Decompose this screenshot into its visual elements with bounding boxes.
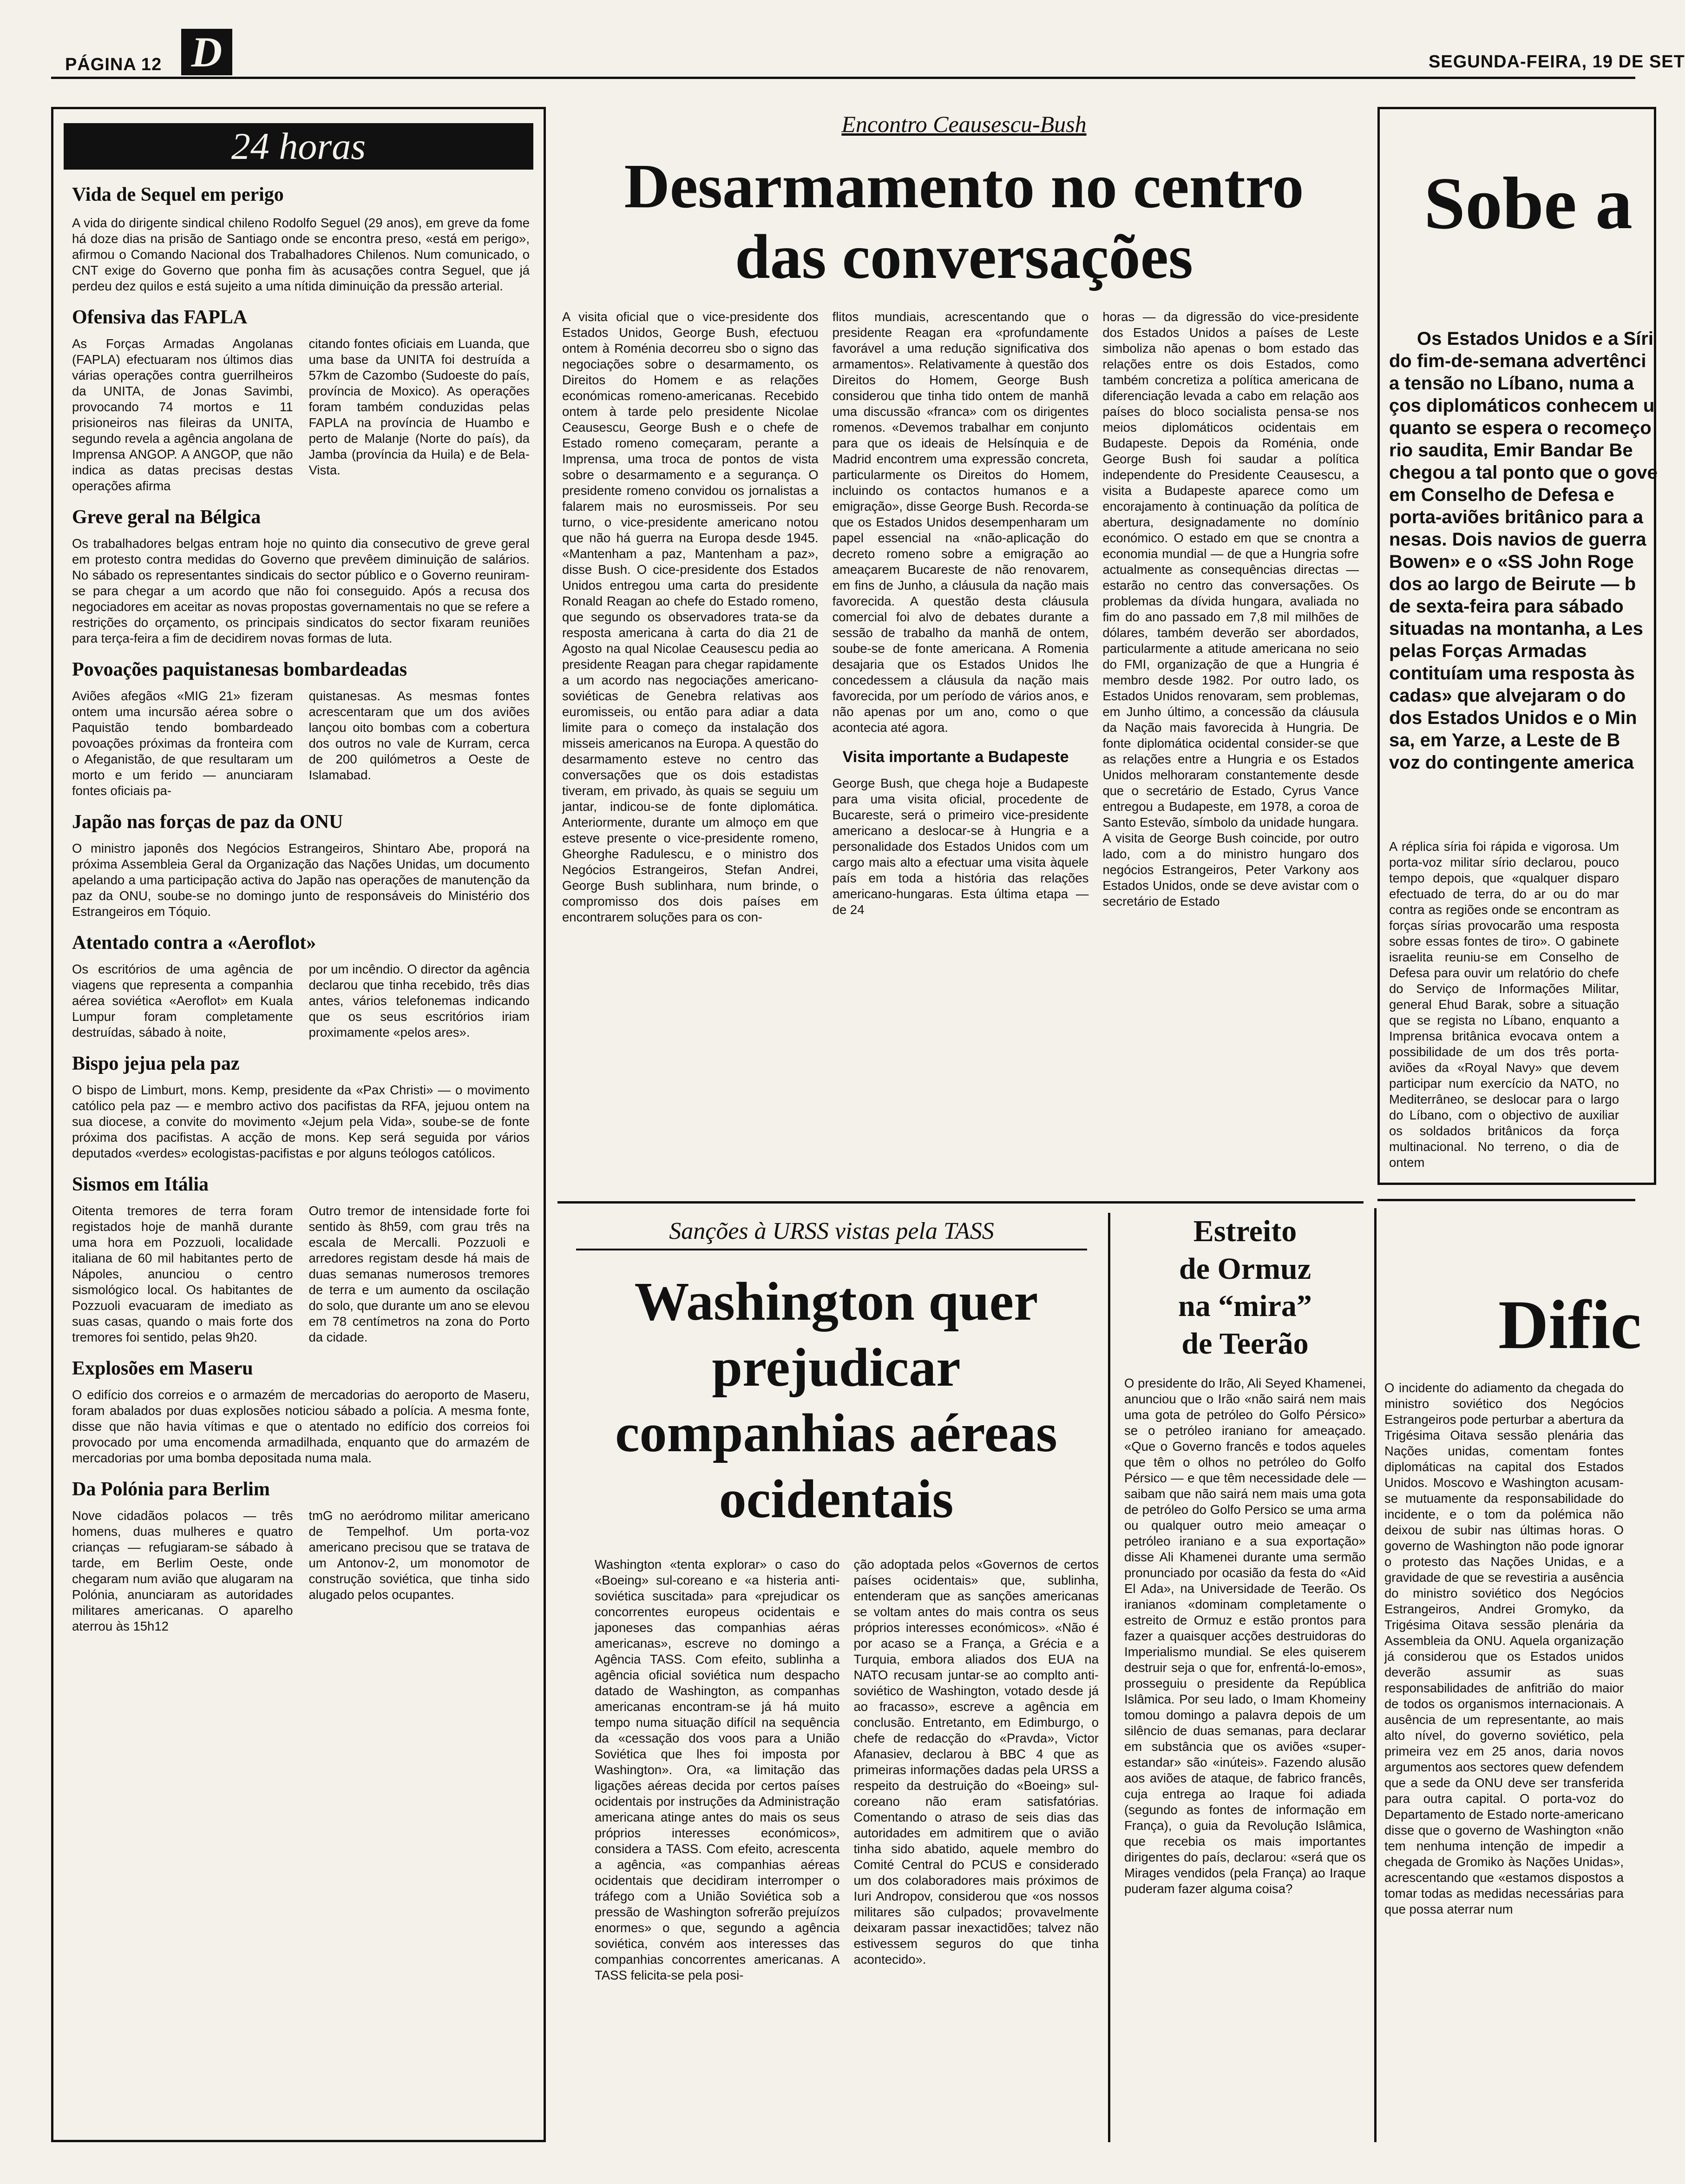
- headline-line: na “mira”: [1178, 1289, 1312, 1323]
- header-rule: [51, 77, 1635, 79]
- brief-body: tmG no aeródromo militar americano de Tempelhof. Um porta-voz americano precisou que se tratava de um Antonov-2, um monomotor de construção soviética, que tinha sido alugado pelos ocupantes.: [308, 1508, 530, 1602]
- cutoff-story-box: [1377, 107, 1656, 1185]
- headline-line: companhias aéreas: [615, 1402, 1057, 1464]
- briefs-title: 24 horas: [64, 123, 533, 170]
- story-lead: [1380, 328, 1659, 774]
- lead-line: Bowen» e o «SS John Roge: [1389, 552, 1634, 572]
- brief-body: Aviões afegãos «MIG 21» fizeram ontem uma incursão aérea sobre o Paquistão tendo bombardeado povoações próximas da fronteira com o Afeganistão, de que resultaram um morto e um ferido — anunciaram fontes oficiais pa-: [72, 689, 293, 798]
- lead-line: nesas. Dois navios de guerra: [1389, 529, 1646, 550]
- brief-body: por um incêndio. O director da agência declarou que tinha recebido, três dias antes, vários telefonemas indicando que os seus escritórios iriam proximamente «pelos ares».: [308, 962, 530, 1039]
- headline-line: das conversações: [735, 222, 1193, 292]
- lead-line: chegou a tal ponto que o gove: [1389, 462, 1658, 483]
- story-text: flitos mundiais, acrescentando que o presidente Reagan era «profundamente favorável a uma redução significativa dos armamentos». Relativamente à questão dos Direitos do Homem, George Bush considerou que tinha tido ontem de manhã uma discussão «franca» com os dirigentes romenos. «Devemos trabalhar em conjunto para que os ideais de Helsínquia e de Madrid encontrem uma expressão concreta, particularmente os Direitos do Homem, incluindo os contactos humanos e a emigração», disse George Bush. Recorda-se que os Estados Unidos desempenharam um papel essencial na «não-aplicação do decreto romeno sobre a emigração ao ameaçarem Bucareste de não renovarem, em fins de Junho, a cláusula da nação mais favorecida. A questão desta cláusula comercial foi alvo de debates durante a sessão de trabalho da manhã de ontem, soube-se de fonte americana. A Romenia desajaria que os Estados Unidos lhe concedessem a cláusula da nação mais favorecida, por um período de vários anos, e não apenas por um ano, como o que acontecia até agora.: [832, 309, 1089, 735]
- story-column: Washington «tenta explorar» o caso do «Boeing» sul-coreano e «a histeria anti-soviética suscitada» para «prejudicar os concorrentes europeus ocidentais e japoneses das companhias aéras americanas», escreve no domingo a Agência TASS. Com efeito, sublinha a agência oficial soviética num despacho datado de Washington, as companhas americanas encontram-se já há muito tempo numa situação difícil na sequência da «cessação dos voos para a União Soviética que lhes foi imposta por Washington». Ora, «a limitação das ligações aéreas decida por certos países ocidentais por instruções da Administração americana atinge antes do mais os seus próprios interesses económicos», considera a TASS. Com efeito, acrescenta a agência, «as companhias aéreas ocidentais que decidiram interromper o tráfego com a União Soviética sob a pressão de Washington sofrerão prejuízos enormes» o que, segundo a agência soviética, convém aos interesses das companhias concorrentes americanas. A TASS felicita-se pela posi-: [595, 1557, 840, 1982]
- lead-line: contituíam uma resposta às: [1389, 663, 1635, 684]
- story-headline: [581, 1269, 1092, 1532]
- brief-headline: Povoações paquistanesas bombardeadas: [72, 659, 407, 680]
- story-text: George Bush, que chega hoje a Budapeste para uma visita oficial, procedente de Bucareste, será o primeiro vice-presidente americano a deslocar-se à Hungria e a personalidade dos Estados Unidos com um cargo mais alto a efectuar uma visita àquele país em toda a história das relações americano-hungaras. Esta última etapa — de 24: [832, 776, 1089, 917]
- brief-body-columns: [72, 961, 530, 1040]
- story-kicker: Sanções à URSS vistas pela TASS: [576, 1217, 1087, 1250]
- headline-line: Desarmamento no centro: [624, 151, 1304, 221]
- brief-body: As Forças Armadas Angolanas (FAPLA) efectuaram nos últimos dias várias operações contra guerrilheiros da UNITA, de Jonas Savimbi, provocando 74 mortos e 11 prisioneiros nas fileiras da UNITA, segundo revela a agência angolana de Imprensa ANGOP. A ANGOP, que não indica as datas precisas destas operações afirma: [72, 336, 293, 493]
- story-body: [1124, 1375, 1366, 2142]
- brief-body-columns: [72, 1203, 530, 1345]
- brief-headline: Vida de Sequel em perigo: [72, 184, 284, 205]
- lead-line: dos ao largo de Beirute — b: [1389, 574, 1636, 594]
- date-line: SEGUNDA-FEIRA, 19 DE SET: [1429, 52, 1685, 72]
- brief-headline: Greve geral na Bélgica: [72, 507, 261, 528]
- headline-line: de Ormuz: [1179, 1251, 1311, 1286]
- brief-body: O bispo de Limburt, mons. Kemp, presidente da «Pax Christi» — o movimento católico pela paz — e membro activo dos pacifistas da RFA, jejuou ontem na sua diocese, a convite do movimento «Jejum pela Vida», soube-se de fonte próxima dos pacifistas. A acção de mons. Kep será seguida por vários deputados «verdes» ecologistas-pacifistas e por alguns teólogos católicos.: [72, 1083, 530, 1160]
- story-text: A réplica síria foi rápida e vigorosa. Um porta-voz militar sírio declarou, pouco tempo depois, que «qualquer disparo efectuado de terra, do ar ou do mar contra as regiões onde se encontram as forças sírias provocarão uma resposta sobre essas fontes de tiro». O gabinete israelita reuniu-se em Conselho de Defesa para ouvir um relatório do chefe do Serviço de Informações Militar, general Ehud Barak, sobre a situação que se regista no Líbano, enquanto a Imprensa britânica evocava ontem a possibilidade de um dos três porta-aviões da «Royal Navy» que devem participar num exercício da NATO, no Mediterrâneo, se deslocar para o largo do Líbano, com o objectivo de auxiliar os soldados britânicos da força multinacional. No terreno, o dia de ontem: [1389, 839, 1619, 1170]
- story-headline: [1120, 1213, 1370, 1362]
- section-rule: [1377, 1199, 1635, 1201]
- story-kicker: Encontro Ceausescu-Bush: [841, 111, 1087, 137]
- story-body: [562, 309, 1359, 1192]
- lead-line: situadas na montanha, a Les: [1389, 618, 1643, 639]
- lead-line: Os Estados Unidos e a Síri: [1417, 329, 1654, 349]
- brief-headline: Atentado contra a «Aeroflot»: [72, 932, 316, 954]
- briefs-column: [51, 107, 546, 2142]
- lead-line: a tensão no Líbano, numa a: [1389, 373, 1634, 394]
- headline-line: de Teerão: [1181, 1326, 1309, 1361]
- brief-headline: Explosões em Maseru: [72, 1358, 253, 1379]
- brief-body: quistanesas. As mesmas fontes acrescentaram que um dos aviões lançou oito bombas com a cobertura dos outros no vale de Kurram, cerca de 200 quilómetros a Oeste de Islamabad.: [308, 689, 530, 782]
- brief-body: Outro tremor de intensidade forte foi sentido às 8h59, com grau três na escala de Mercalli. Pozzuoli e arredores registam desde há mais de duas semanas numerosos tremores de terra e um aumento da oscilação do solo, que durante um ano se elevou em 78 centímetros na zona do Porto da cidade.: [308, 1204, 530, 1344]
- lead-line: ços diplomáticos conhecem u: [1389, 395, 1655, 416]
- headline-line: Washington quer: [634, 1271, 1038, 1332]
- brief-headline: Da Polónia para Berlim: [72, 1479, 270, 1500]
- lead-line: voz do contingente america: [1389, 752, 1634, 773]
- brief-body: citando fontes oficiais em Luanda, que uma base da UNITA foi destruída a 57km de Cazombo (Sudoeste do país, província de Moxico). As operações foram também conduzidas pelas FAPLA na província de Huambo e perto de Malanje (Norte do país), da Jamba (província da Huila) e de Bela-Vista.: [308, 336, 530, 477]
- brief-body: O edifício dos correios e o armazém de mercadorias do aeroporto de Maseru, foram abalados por duas explosões noticiou sábado a polícia. A mesma fonte, disse que não havia vítimas e que o atentado no edifício dos correios foi provocado por uma encomenda armadilhada, enquanto que do armazém de mercadorias por uma bomba depositada numa mala.: [72, 1388, 530, 1465]
- lead-line: porta-aviões britânico para a: [1389, 507, 1643, 527]
- brief-body: Os trabalhadores belgas entram hoje no quinto dia consecutivo de greve geral em protesto contra medidas do Governo que prevêem diminuição de salários. No sábado os representantes sindicais do sector público e o Governo reuniram-se para chegar a um acordo que não foi conseguido. Após a recusa dos negociadores em aceitar as novas propostas governamentais no que se refere a restrições do orçamento, os principais sindicatos do sector fixaram reuniões para terça-feira a fim de decidirem novas formas de luta.: [72, 536, 530, 645]
- lead-line: dos Estados Unidos e o Min: [1389, 708, 1637, 728]
- brief-body: Oitenta tremores de terra foram registados hoje de manhã durante uma hora em Pozzuoli, localidade italiana de 60 mil habitantes perto de Nápoles, anunciou o centro sismológico local. Os habitantes de Pozzuoli evacuaram de imediato as suas casas, quando o mais forte dos tremores foi sentido, pelas 9h20.: [72, 1204, 293, 1344]
- headline-line: ocidentais: [719, 1468, 954, 1529]
- newspaper-logo: D: [181, 29, 232, 75]
- lead-line: de sexta-feira para sábado: [1389, 596, 1624, 617]
- lead-line: do fim-de-semana advertênci: [1389, 351, 1646, 371]
- headline-line: Estreito: [1193, 1214, 1297, 1248]
- section-rule: [557, 1201, 1364, 1204]
- story-column: ção adoptada pelos «Governos de certos países ocidentais» que, sublinha, entenderam que as sanções americanas se voltam antes do mais contra os seus próprios interesses económicos». «Não é por acaso se a França, a Grécia e a Turquia, embora aliados dos EUA na NATO recusam juntar-se ao complto anti-soviético de Washington, votado desde já ao fracasso», escreve a agência em conclusão. Entretanto, em Edimburgo, o chefe de redacção do «Pravda», Victor Afanasiev, declarou à BBC 4 que as primeiras informações dadas pela URSS a respeito da destruição do «Boeing» sul-coreano não eram satisfatórias. Comentando o atraso de seis dias das autoridades em admitirem que o avião tinha sido abatido, aquele membro do Comité Central do PCUS e considerado um dos colaboradores mais próximos de Iuri Andropov, considerou que «os nossos militares são culpados; provavelmente deixaram passar inexactidões; talvez não estivessem seguros do que tinha acontecido».: [853, 1557, 1099, 1967]
- brief-body-columns: [72, 688, 530, 799]
- story-headline: Dific: [1498, 1286, 1642, 1363]
- story-column: horas — da digressão do vice-presidente dos Estados Unidos a países de Leste simboliza não apenas o bom estado das relações entre os dois Estados, como também concretiza a política americana de diferenciação levada a cabo em relação aos países do bloco socialista pensa-se nos meios diplomáticos ocidentais em Budapeste. Depois da Roménia, onde George Bush foi saudar a política independente do Presidente Ceausescu, a visita a Budapeste aparece como um encorajamento à continuação da política de abertura, designadamente no domínio económico. O estado em que se cnontra a economia mundial — de que a Hungria sofre actualmente as consequências directas — estarão no centro das conversações. Os problemas da dívida hungara, avaliada no fim do ano passado em 7,8 mil milhões de dólares, também deverão ser abordados, particularmente a atitude americana no seio do FMI, organização de que a Hungria é membro desde 1982. Por outro lado, os Estados Unidos renovaram, sem problemas, em Junho último, a concessão da cláusula da Nação mais favorecida à Hungria. De fonte diplomática ocidental consider-se que as relações entre a Hungria e os Estados Unidos melhoraram constantemente desde que o secretário de Estado, Cyrus Vance entregou a Budapeste, em 1978, a coroa de Santo Estevão, símbolo da unidade hungara. A visita de George Bush coincide, por outro lado, com a do ministro hungaro dos negócios Estrangeiros, Peter Varkony aos Estados Unidos, onde se deve avistar com o secretário de Estado: [1102, 309, 1359, 908]
- story-headline: [557, 151, 1370, 293]
- page-number: PÁGINA 12: [65, 55, 162, 74]
- story-column: [833, 309, 1089, 1192]
- brief-body: A vida do dirigente sindical chileno Rodolfo Seguel (29 anos), em greve da fome há doze dias na prisão de Santiago onde se encontra preso, «está em perigo», afirmou o Comando Nacional dos Trabalhadores Chilenos. Num comunicado, o CNT exige do Governo que ponha fim às acusações contra Seguel, que já perdeu dez quilos e está sujeito a uma nítida diminuição da pressão arterial.: [72, 216, 530, 293]
- cutoff-story: [1377, 1199, 1642, 2147]
- brief-body: Nove cidadãos polacos — três homens, duas mulheres e quatro crianças — refugiaram-se sábado à tarde, em Berlim Oeste, onde chegaram num avião que alugaram na Polónia, anunciaram as autoridades militares americanas. O aparelho aterrou às 15h12: [72, 1508, 293, 1633]
- brief-headline: Bispo jejua pela paz: [72, 1053, 240, 1074]
- brief-headline: Ofensiva das FAPLA: [72, 307, 248, 328]
- column-rule: [1374, 1208, 1377, 2142]
- lead-line: quanto se espera o recomeço: [1389, 418, 1652, 438]
- story-column: A visita oficial que o vice-presidente dos Estados Unidos, George Bush, efectuou ontem à Roménia decorreu sbo o signo das negociações sobre o desarmamento, os Direitos do Homem e as relações económicas romeno-americanas. Recebido ontem à tarde pelo presidente Nicolae Ceausescu, George Bush e o chefe de Estado romeno começaram, perante a Imprensa, uma troca de pontos de vista sobre o desarmamento e a segurança. O presidente romeno convidou os jornalistas a falarem mais no eurosmisseis. Por seu turno, o vice-presidente americano notou que não há guerra na Europa desde 1945. «Mantenham a paz, Mantenham a paz», disse Bush. O cice-presidente dos Estados Unidos entregou uma carta do presidente Ronald Reagan ao chefe do Estado romeno, que segundo os observadores trata-se da resposta americana à carta do dia 21 de Agosto na qual Nicolae Ceausescu pedia ao presidente Reagan para chegar rapidamente a um acordo nas negociações americano-soviéticas de Genebra relativas aos euromisseis, ou então para adiar a data limite para o começo da instalação dos misseis americanos na Europa. A questão do desarmamento esteve no centro das conversações que os dois estadistas tiveram, em privado, às quais se seguiu um jantar, indicou-se de fonte diplomática. Anteriormente, durante um almoço em que esteve presente o vice-presidente romeno, Gheorghe Radulescu, e o ministro dos Negócios Estrangeiros, Stefan Andrei, George Bush sublinhara, num brinde, o compromisso dos dois países em encontrarem soluções para os con-: [562, 309, 819, 924]
- column-rule: [1108, 1213, 1110, 2142]
- story-subhead: Visita importante a Budapeste: [842, 748, 1069, 766]
- lead-line: cadas» que alvejaram o do: [1389, 685, 1626, 706]
- brief-headline: Sismos em Itália: [72, 1174, 209, 1195]
- story-text: O incidente do adiamento da chegada do ministro soviético dos Negócios Estrangeiros pode perturbar a abertura da Trigésima Oitava sessão plenária das Nações unidas, comentam fontes diplomáticas na capital dos Estados Unidos. Moscovo e Washington acusam-se mutuamente da responsabilidade do incidente, e o tom da polémica não deixou de subir nas últimas horas. O governo de Washington não pode ignorar o protesto das Nações Unidas, e a gravidade de que se revestiria a ausência do ministro soviético dos Negócios Estrangeiros, Andrei Gromyko, da Trigésima Oitava sessão plenária da Assembleia da ONU. Aquela organização já considerou que os Estados unidos deverão assumir as suas responsabilidades de anfitrião do maior de todos os organismos internacionais. A ausência de um representante, ao mais alto nível, do governo soviético, pela primeira vez em 25 anos, daria novos argumentos aos sectores quew defendem que a sede da ONU deve ser transferida para outra capital. O porta-voz do Departamento de Estado norte-americano disse que o governo de Washington «não tem nenhuma intenção de impedir a chegada de Gromiko às Nações Unidas», acrescentando que «estamos dispostos a tomar todas as medidas necessárias para que possa aterrar num: [1384, 1381, 1624, 1916]
- story-body: [595, 1557, 1099, 2142]
- story-headline: Sobe a: [1424, 162, 1633, 244]
- lead-line: pelas Forças Armadas: [1389, 641, 1587, 661]
- headline-line: prejudicar: [712, 1336, 961, 1398]
- brief-body: O ministro japonês dos Negócios Estrangeiros, Shintaro Abe, proporá na próxima Assembleia Geral da Organização das Nações Unidas, um documento apelando a uma participação activa do Japão nas operações de manutenção da paz da ONU, soube-se no domingo junto de responsáveis do Ministério dos Estrangeiros em Tóquio.: [72, 841, 530, 919]
- story-column: O presidente do Irão, Ali Seyed Khamenei, anunciou que o Irão «não sairá nem mais uma gota de petróleo do Golfo Pérsico» se o petróleo iraniano for ameaçado. «Que o Governo francês e todos aqueles que têm o olhos no petróleo do Golfo Pérsico — e que têm necessidade dele — saibam que não sairá nem mais uma gota de petróleo do Golfo Persico se uma arma ou qualquer outro meio ameaçar o petróleo iraniano e a sua exportação» disse Ali Khamenei durante uma sermão pronunciado por ocasião da festa do «Aid El Ada», na Universidade de Teerão. Os iranianos «dominam completamente o estreito de Ormuz e estão prontos para fazer a quaisquer acções destruidoras do Imperialismo mundial. Se eles quiserem destruir seja o que for, enfrentá-lo-emos», prosseguiu o presidente da República Islâmica. Por seu lado, o Imam Khomeiny tomou domingo a palavra depois de um silêncio de duas semanas, para declarar em substância que os aviões «super-estandar» são «inúteis». Fazendo alusão aos aviões de ataque, de fabrico francês, cuja entrega ao Iraque foi adiada (segundo as fontes de informação em França), o guia da Revolução Islâmica, que recebia os mais importantes dirigentes do país, declarou: «será que os Mirages vendidos (pela França) ao Iraque puderam fazer alguma coisa?: [1124, 1376, 1366, 1896]
- brief-body-columns: [72, 336, 530, 494]
- brief-headline: Japão nas forças de paz da ONU: [72, 811, 343, 833]
- lead-line: em Conselho de Defesa e: [1389, 485, 1614, 505]
- brief-body: Os escritórios de uma agência de viagens que representa a companhia aérea soviética «Aeroflot» em Kuala Lumpur foram completamente destruídas, sábado à noite,: [72, 962, 293, 1039]
- brief-body-columns: [72, 1508, 530, 1634]
- lead-line: sa, em Yarze, a Leste de B: [1389, 730, 1620, 750]
- lead-line: rio saudita, Emir Bandar Be: [1389, 440, 1633, 460]
